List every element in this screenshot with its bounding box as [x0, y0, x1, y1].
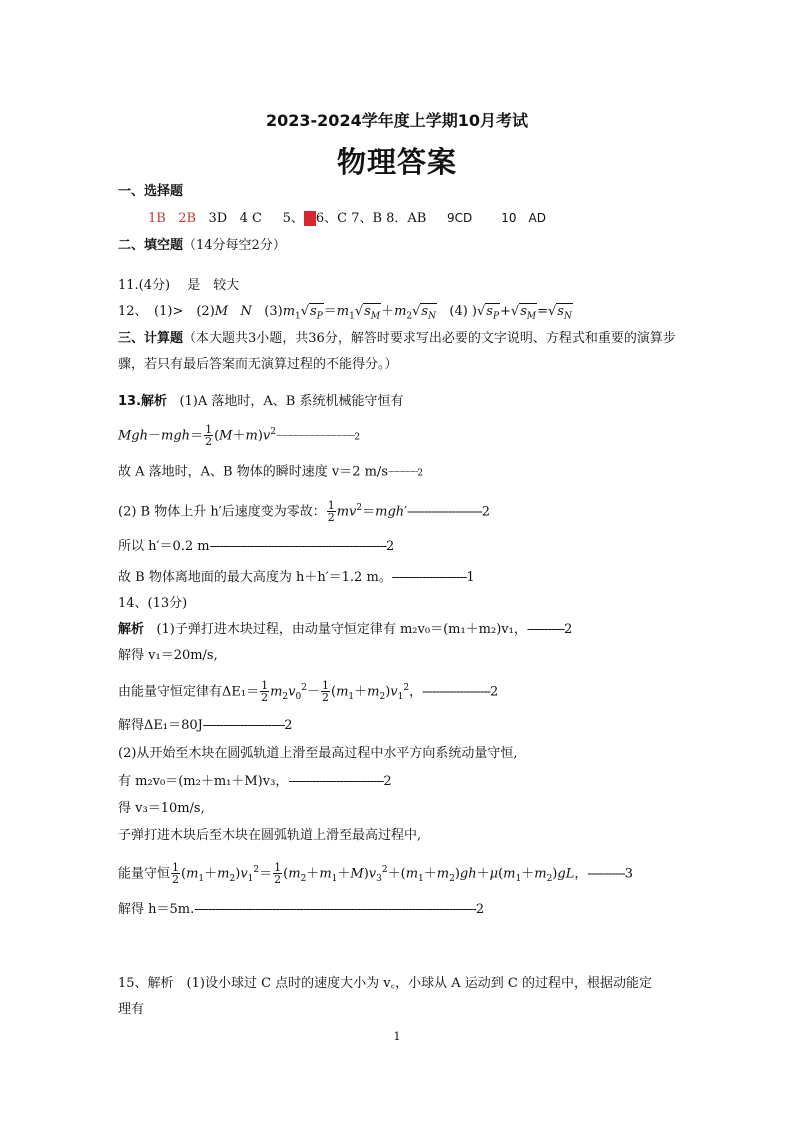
q13-score5: 2: [386, 539, 395, 554]
answer-5-highlight: C: [304, 211, 315, 226]
q14-line8: 子弹打进木块后至木块在圆弧轨道上滑至最高过程中,: [118, 828, 422, 843]
q13-score2: 2: [354, 432, 361, 443]
q13-line1: [118, 394, 403, 410]
q11: 11.(4分) 是 较大: [118, 278, 240, 293]
answer-9: 9CD: [447, 211, 473, 225]
q14-score1: 2: [564, 622, 573, 637]
answer-6-8: 6、C 7、B 8．AB: [315, 211, 427, 226]
q14-line3: 由能量守恒定律有ΔE₁＝ $\frac{1}{2}$ $m_2v_0^2-$ $\frac{1}{2}$ $(m_1+m_2)v_1^2$，--------------------2: [118, 679, 499, 705]
section2-heading-line: [118, 238, 286, 254]
q13-text6: 故 B 物体离地面的最大高度为 h＋h′＝1.2 m。: [118, 570, 392, 585]
q13-text3: 故 A 落地时，A、B 物体的瞬时速度 v＝2 m/s: [118, 464, 388, 480]
answer-10: 10 AD: [501, 211, 546, 225]
answer-3: 3D: [208, 211, 228, 226]
q13-score3: 2: [417, 468, 424, 479]
q14-line10: 解得 h＝5m.-----------------------------------------------------------------------------------2: [118, 902, 485, 917]
section1-heading: 一、选择题: [118, 184, 184, 199]
q12-part4-label: (4) ): [449, 304, 477, 319]
q13-text5: 所以 h′＝0.2 m: [118, 539, 210, 554]
q14-label: 14、(13分): [118, 596, 188, 611]
q15-line1: 15、解析 (1)设小球过 C 点时的速度大小为 v꜀，小球从 A 运动到 C 的过程中，根据动能定: [118, 976, 653, 991]
answer-title: 物理答案: [336, 145, 457, 179]
q15-line2: 理有: [118, 1002, 145, 1017]
q14-line2: 解得 v₁＝20m/s,: [118, 648, 218, 663]
q13-text1: (1)A 落地时，A、B 系统机械能守恒有: [179, 394, 404, 409]
section3-heading: 三、计算题: [118, 331, 184, 346]
q14-text10: 解得 h＝5m.: [118, 902, 195, 917]
page-number: 1: [393, 1030, 401, 1043]
q14-text1: (1)子弹打进木块过程，由动量守恒定律有 m₂v₀＝(m₁＋m₂)v₁，: [156, 622, 527, 637]
q12-part3-label: (3): [264, 304, 283, 319]
section2-heading: 二、填空题: [118, 238, 184, 253]
section2-note: （14分每空2分）: [183, 238, 286, 253]
answer-5-label: 5、: [282, 211, 304, 226]
q14-text3: 由能量守恒定律有ΔE₁＝: [118, 684, 260, 700]
q14-line7: 得 v₃＝10m/s,: [118, 801, 205, 816]
section3-intro: [118, 326, 678, 378]
q14-line4: 解得ΔE₁＝80J------------------------2: [118, 718, 293, 733]
q14-score9: 3: [624, 866, 633, 882]
q12-part1: 12、 (1)> (2): [118, 304, 215, 319]
q13-line6: 故 B 物体离地面的最大高度为 h＋h′＝1.2 m。----------------------1: [118, 570, 475, 585]
q13-line3: 故 A 落地时，A、B 物体的瞬时速度 v＝2 m/s························2: [118, 464, 424, 480]
section3-note: （本大题共3小题，共36分，解答时要求写出必要的文字说明、方程式和重要的演算步骤，若只有最后答案而无演算过程的不能得分。）: [118, 331, 676, 372]
q13-line2: Mgh－mgh＝ $\frac{1}{2}$ $(M+m)v^2\cdot\cdot\cdot\cdot\cdot\cdot\cdot\cdot\cdot\cdot\cdot\cdot\cdot\cdot\cdot\cdot\cdot\cdot\cdot\cdot\cdot\cdot\cdot\cdot\cdot\cdot\cdot\cdot\cdot\cdot\cdot\cdot\cdot\cdot\cdot\cdot\cdot\cdot\cdot\cdot\cdot\cdot\cdot\cdot\cdot\cdot\cdot\cdot\cdot\cdot\cdot\cdot\cdot\cdot\cdot\cdot\cdot\cdot\cdot\cdot\cdot\cdot\cdot\cdot 2$: [118, 423, 361, 449]
q13-score4: 2: [481, 504, 491, 520]
answer-4: 4 C: [239, 211, 262, 226]
q14-line5: (2)从开始至木块在圆弧轨道上滑至最高过程中水平方向系统动量守恒,: [118, 746, 518, 761]
answer-2: 2B: [178, 211, 197, 226]
q13-score6: 1: [466, 570, 475, 585]
q14-text4: 解得ΔE₁＝80J: [118, 718, 203, 733]
q13-line4: (2) B 物体上升 h′后速度变为零故： $\frac{1}{2}$ $mv^2=mgh'----------------------2$: [118, 499, 491, 525]
q14-line6: 有 m₂v₀＝(m₂＋m₁＋M)v₃，----------------------------2: [118, 774, 392, 789]
q14-text6: 有 m₂v₀＝(m₂＋m₁＋M)v₃，: [118, 774, 289, 789]
q14-line1: 解析 (1)子弹打进木块过程，由动量守恒定律有 m₂v₀＝(m₁＋m₂)v₁，-----------2: [118, 622, 573, 637]
exam-title: 2023-2024学年度上学期10月考试: [266, 111, 528, 130]
q14-score10: 2: [475, 902, 485, 917]
q14-analysis-label: 解析: [118, 622, 145, 637]
q13-text4: (2) B 物体上升 h′后速度变为零故：: [118, 504, 326, 520]
q13-label: 13.解析: [118, 394, 168, 409]
q14-line9: 能量守恒 $\frac{1}{2}$ $(m_1+m_2)v_1^2=$ $\frac{1}{2}$ $(m_2+m_1+M)v_3^2+(m_1+m_2)gh+\mu(m_1+m_2)gL$，-----------3: [118, 861, 633, 887]
q14-score3: 2: [490, 684, 499, 700]
q12: 12、 (1)> (2)M N $(3)m_1√s_P=m_1√s_M+m_2√s_N$ (4) )$√s_P+√s_M=√s_N$: [118, 304, 572, 322]
q14-text9: 能量守恒: [118, 866, 171, 882]
choice-answers: [148, 210, 546, 227]
q14-score4: 2: [284, 718, 293, 733]
answer-1: 1B: [148, 211, 166, 226]
q14-score6: 2: [383, 774, 392, 789]
q13-line5: 所以 h′＝0.2 m----------------------------------------------------2: [118, 539, 395, 554]
